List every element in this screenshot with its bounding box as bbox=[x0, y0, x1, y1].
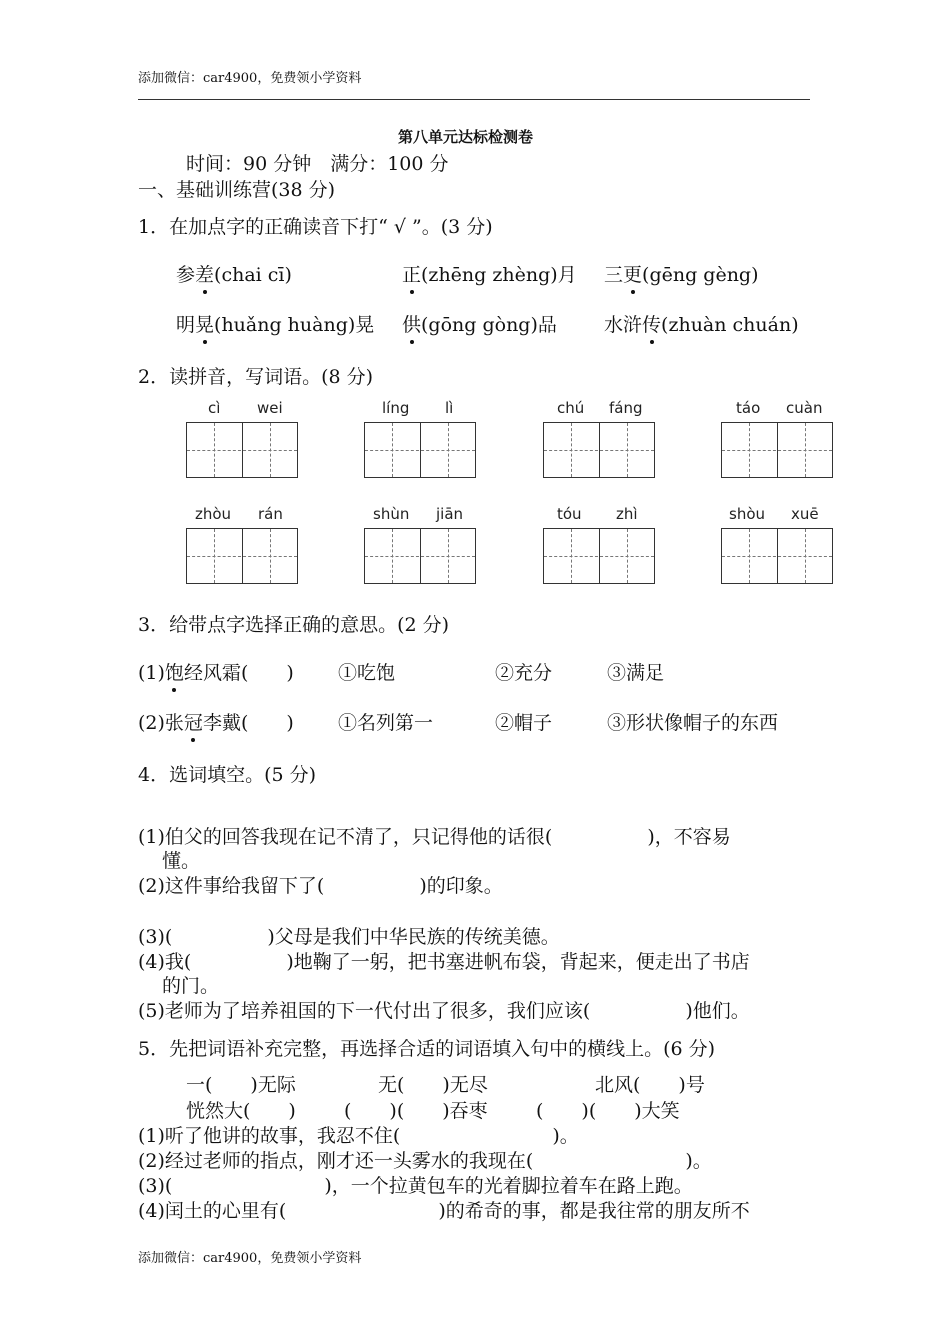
q1-item: 正 (zhēng zhèng)月 bbox=[402, 260, 577, 287]
section-heading: 一、基础训练营(38 分) bbox=[138, 179, 336, 201]
pinyin-label: zhì bbox=[616, 505, 638, 523]
q5-sentence: (2)经过老师的指点，刚才还一头雾水的我现在( )。 bbox=[138, 1150, 712, 1172]
pinyin-label: táo bbox=[736, 399, 761, 417]
q1-item: 供 (gōng gòng)品 bbox=[402, 310, 557, 337]
question-4-heading: 4．选词填空。(5 分) bbox=[138, 764, 317, 786]
q5-word: 恍然大( ) bbox=[186, 1100, 296, 1122]
q4-sentence: (4)我( )地鞠了一躬，把书塞进帆布袋，背起来，便走出了书店 bbox=[138, 951, 750, 973]
q3-option: ②帽子 bbox=[495, 712, 553, 734]
q4-sentence: (2)这件事给我留下了( )的印象。 bbox=[138, 875, 503, 897]
q5-word: ( )( )大笑 bbox=[536, 1100, 680, 1122]
q3-row: (2)张冠 李戴( ) bbox=[138, 708, 294, 735]
pinyin-label: zhòu bbox=[195, 505, 232, 523]
q3-row: (1)饱 经风霜( ) bbox=[138, 658, 294, 685]
writing-grid[interactable] bbox=[364, 528, 476, 584]
pinyin-label: lì bbox=[445, 399, 454, 417]
question-2-heading: 2．读拼音，写词语。(8 分) bbox=[138, 366, 374, 388]
q4-sentence-cont: 的门。 bbox=[162, 975, 220, 997]
footer-note: 添加微信：car4900，免费领小学资料 bbox=[138, 1251, 362, 1266]
writing-grid[interactable] bbox=[364, 422, 476, 478]
writing-grid[interactable] bbox=[721, 422, 833, 478]
q3-option: ②充分 bbox=[495, 662, 553, 684]
q1-item: 明晃 (huǎng huàng)晃 bbox=[176, 310, 374, 337]
header-divider bbox=[138, 99, 810, 100]
pinyin-label: shùn bbox=[373, 505, 410, 523]
q3-option: ①吃饱 bbox=[338, 662, 396, 684]
q1-item: 参差 (chai cī) bbox=[176, 260, 292, 287]
page-title: 第八单元达标检测卷 bbox=[398, 128, 534, 146]
q3-option: ③满足 bbox=[607, 662, 665, 684]
q1-item: 水浒传 (zhuàn chuán) bbox=[604, 310, 799, 337]
q4-sentence-cont: 懂。 bbox=[162, 850, 201, 872]
pinyin-label: líng bbox=[382, 399, 410, 417]
writing-grid[interactable] bbox=[543, 528, 655, 584]
q5-word: 无( )无尽 bbox=[378, 1074, 488, 1096]
q3-option: ①名列第一 bbox=[338, 712, 434, 734]
header-note: 添加微信：car4900，免费领小学资料 bbox=[138, 71, 362, 86]
writing-grid[interactable] bbox=[186, 528, 298, 584]
pinyin-label: xuē bbox=[791, 505, 819, 523]
pinyin-label: tóu bbox=[557, 505, 582, 523]
pinyin-label: cì bbox=[208, 399, 221, 417]
q4-sentence: (1)伯父的回答我现在记不清了，只记得他的话很( )，不容易 bbox=[138, 826, 731, 848]
pinyin-label: shòu bbox=[729, 505, 766, 523]
q4-sentence: (3)( )父母是我们中华民族的传统美德。 bbox=[138, 926, 560, 948]
pinyin-label: chú bbox=[557, 399, 585, 417]
q5-word: 北风( )号 bbox=[595, 1074, 705, 1096]
writing-grid[interactable] bbox=[721, 528, 833, 584]
q4-sentence: (5)老师为了培养祖国的下一代付出了很多，我们应该( )他们。 bbox=[138, 1000, 750, 1022]
q5-word: 一( )无际 bbox=[186, 1074, 296, 1096]
q1-item: 三更 (gēng gèng) bbox=[604, 260, 759, 287]
q3-option: ③形状像帽子的东西 bbox=[607, 712, 779, 734]
writing-grid[interactable] bbox=[543, 422, 655, 478]
pinyin-label: cuàn bbox=[786, 399, 823, 417]
time-line: 时间：90 分钟 满分：100 分 bbox=[186, 153, 449, 175]
question-5-heading: 5．先把词语补充完整，再选择合适的词语填入句中的横线上。(6 分) bbox=[138, 1038, 716, 1060]
q5-sentence: (3)( )，一个拉黄包车的光着脚拉着车在路上跑。 bbox=[138, 1175, 693, 1197]
pinyin-label: rán bbox=[258, 505, 283, 523]
pinyin-label: jiān bbox=[436, 505, 464, 523]
question-3-heading: 3．给带点字选择正确的意思。(2 分) bbox=[138, 614, 450, 636]
q5-sentence: (4)闰土的心里有( )的希奇的事，都是我往常的朋友所不 bbox=[138, 1200, 750, 1222]
q5-sentence: (1)听了他讲的故事，我忍不住( )。 bbox=[138, 1125, 579, 1147]
q5-word: ( )( )吞枣 bbox=[344, 1100, 488, 1122]
writing-grid[interactable] bbox=[186, 422, 298, 478]
pinyin-label: wei bbox=[257, 399, 283, 417]
pinyin-label: fáng bbox=[609, 399, 643, 417]
question-1-heading: 1．在加点字的正确读音下打“ √ ”。(3 分) bbox=[138, 216, 493, 238]
